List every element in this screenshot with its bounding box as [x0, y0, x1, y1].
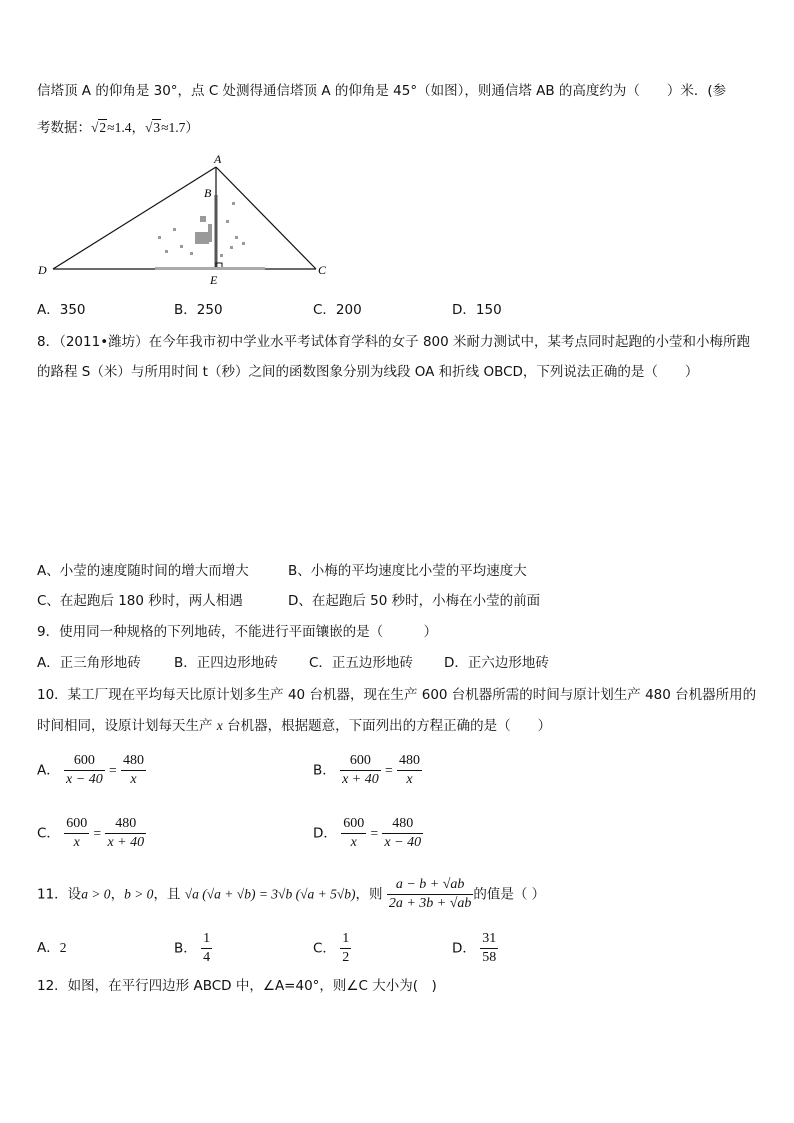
q10-option-c: C． $\frac{600}{x}$ = $\frac{480}{x + 40}$: [37, 816, 145, 850]
q11-suffix: 的值是（ ）: [473, 886, 546, 903]
q10-a-den1: x − 40: [66, 772, 103, 787]
q11-cond1: a > 0: [81, 886, 111, 902]
q10-text-line1: 10．某工厂现在平均每天比原计划多生产 40 台机器，现在生产 600 台机器所需的时间与原计划生产 480 台机器所用的: [37, 687, 757, 703]
q7-triangle-figure: [30, 150, 340, 290]
q10-c-den2: x + 40: [107, 835, 145, 850]
q8-text-line2: 的路程 S（米）与所用时间 t（秒）之间的函数图象分别为线段 OA 和折线 OBCD，下列说法正确的是（ ）: [37, 364, 699, 380]
line-AC: [216, 167, 316, 269]
q11-d-label: D．: [452, 940, 476, 957]
q11-frac-num: a − b + √ab: [387, 876, 474, 895]
q11-d-den: 58: [482, 950, 497, 965]
q10-b-label: B．: [313, 762, 336, 779]
q11-option-d: [452, 930, 498, 967]
label-C: C: [318, 263, 327, 277]
q11-frac-den: 2a + 3b + √ab: [388, 896, 472, 911]
q10-b-num2: 480: [397, 752, 422, 771]
q10-line2-b: 台机器，根据题意，下面列出的方程正确的是（ ）: [227, 718, 552, 734]
q10-option-d: D． $\frac{600}{x}$ = $\frac{480}{x - 40}$: [313, 816, 422, 850]
label-A: A: [214, 152, 222, 166]
q10-b-den2: x: [406, 772, 413, 787]
q10-c-den1: x: [73, 835, 80, 850]
q11-option-a: [37, 938, 67, 958]
q11-a-label: A．: [37, 940, 60, 956]
q10-a-label: A．: [37, 762, 60, 779]
q11-mid: ，且: [153, 886, 181, 903]
q10-a-num2: 480: [121, 752, 146, 771]
q10-c-num2: 480: [105, 815, 146, 834]
q10-b-num1: 600: [340, 752, 381, 771]
q7-option-d: D．150: [452, 302, 502, 318]
q11-option-b: [174, 930, 212, 967]
q10-var-x: x: [216, 718, 223, 733]
q9-option-b: B．正四边形地砖: [174, 655, 278, 671]
q11-b-den: 4: [203, 950, 211, 965]
q10-text-line2: [37, 716, 551, 736]
label-E: E: [210, 273, 218, 287]
q12-text: 12．如图，在平行四边形 ABCD 中，∠A=40°，则∠C 大小为( ): [37, 978, 437, 994]
q11-option-c: [313, 930, 351, 967]
q7-text-line2: 考数据：√2≈1.4，√3≈1.7）: [37, 120, 199, 136]
q7-option-a: A．350: [37, 302, 86, 318]
q7-text-line1: 信塔顶 A 的仰角是 30°，点 C 处测得通信塔顶 A 的仰角是 45°（如图），则通信塔 AB 的高度约为（ ）米．(参: [37, 83, 727, 99]
q9-text: 9．使用同一种规格的下列地砖，不能进行平面镶嵌的是（ ）: [37, 624, 438, 640]
q8-text-line1: 8．（2011•潍坊）在今年我市初中学业水平考试体育学科的女子 800 米耐力测试中，某考点同时起跑的小莹和小梅所跑: [37, 334, 751, 350]
q10-d-label: D．: [313, 825, 337, 842]
q10-d-den1: x: [350, 835, 357, 850]
q10-a-den2: x: [130, 772, 137, 787]
q11-b-num: 1: [201, 930, 212, 949]
label-D: D: [38, 263, 47, 277]
q9-option-d: D．正六边形地砖: [444, 655, 549, 671]
scan-noise: [155, 202, 265, 270]
q7-ref-sqrt3: 3: [153, 120, 161, 135]
q11-b-label: B．: [174, 940, 197, 957]
q11-prefix: 11．设: [37, 886, 82, 903]
q10-b-den1: x + 40: [342, 772, 379, 787]
q8-option-c: C、在起跑后 180 秒时，两人相遇: [37, 593, 243, 609]
q11-c-den: 2: [342, 950, 350, 965]
q11-cond2: b > 0: [124, 886, 154, 902]
q10-d-den2: x − 40: [384, 835, 422, 850]
q11-then: ，则: [355, 886, 383, 903]
q9-option-a: A．正三角形地砖: [37, 655, 141, 671]
q11-sep: ，: [110, 886, 125, 903]
q8-option-d: D、在起跑后 50 秒时，小梅在小莹的前面: [288, 593, 541, 609]
q11-c-num: 1: [340, 930, 351, 949]
q7-ref-sqrt2: 2: [99, 120, 107, 135]
q11-c-label: C．: [313, 940, 336, 957]
q10-a-num1: 600: [64, 752, 105, 771]
q7-ref-prefix: 考数据：: [37, 120, 91, 136]
q10-d-num1: 600: [341, 815, 366, 834]
q7-ref-val1: ≈1.4，: [107, 120, 145, 135]
q7-option-b: B．250: [174, 302, 223, 318]
q10-line2-a: 时间相同，设原计划每天生产: [37, 718, 213, 734]
q8-option-b: B、小梅的平均速度比小莹的平均速度大: [288, 563, 527, 579]
q9-option-c: C．正五边形地砖: [309, 655, 413, 671]
q8-option-a: A、小莹的速度随时间的增大而增大: [37, 563, 249, 579]
q11-equation: √a (√a + √b) = 3√b (√a + 5√b): [184, 886, 356, 902]
q7-option-c: C．200: [313, 302, 362, 318]
q7-ref-val2: ≈1.7）: [161, 120, 199, 135]
q11-a-value: 2: [59, 940, 67, 955]
q10-c-num1: 600: [64, 815, 89, 834]
q10-c-label: C．: [37, 825, 60, 842]
q10-option-a: A． $\frac{600}{x - 40}$ = $\frac{480}{x}$: [37, 753, 144, 787]
label-B: B: [204, 186, 212, 200]
q10-d-num2: 480: [382, 815, 423, 834]
q10-option-b: B． $\frac{600}{x + 40}$ = $\frac{480}{x}$: [313, 753, 420, 787]
q11-d-num: 31: [480, 930, 498, 949]
q11-text: [37, 876, 545, 913]
